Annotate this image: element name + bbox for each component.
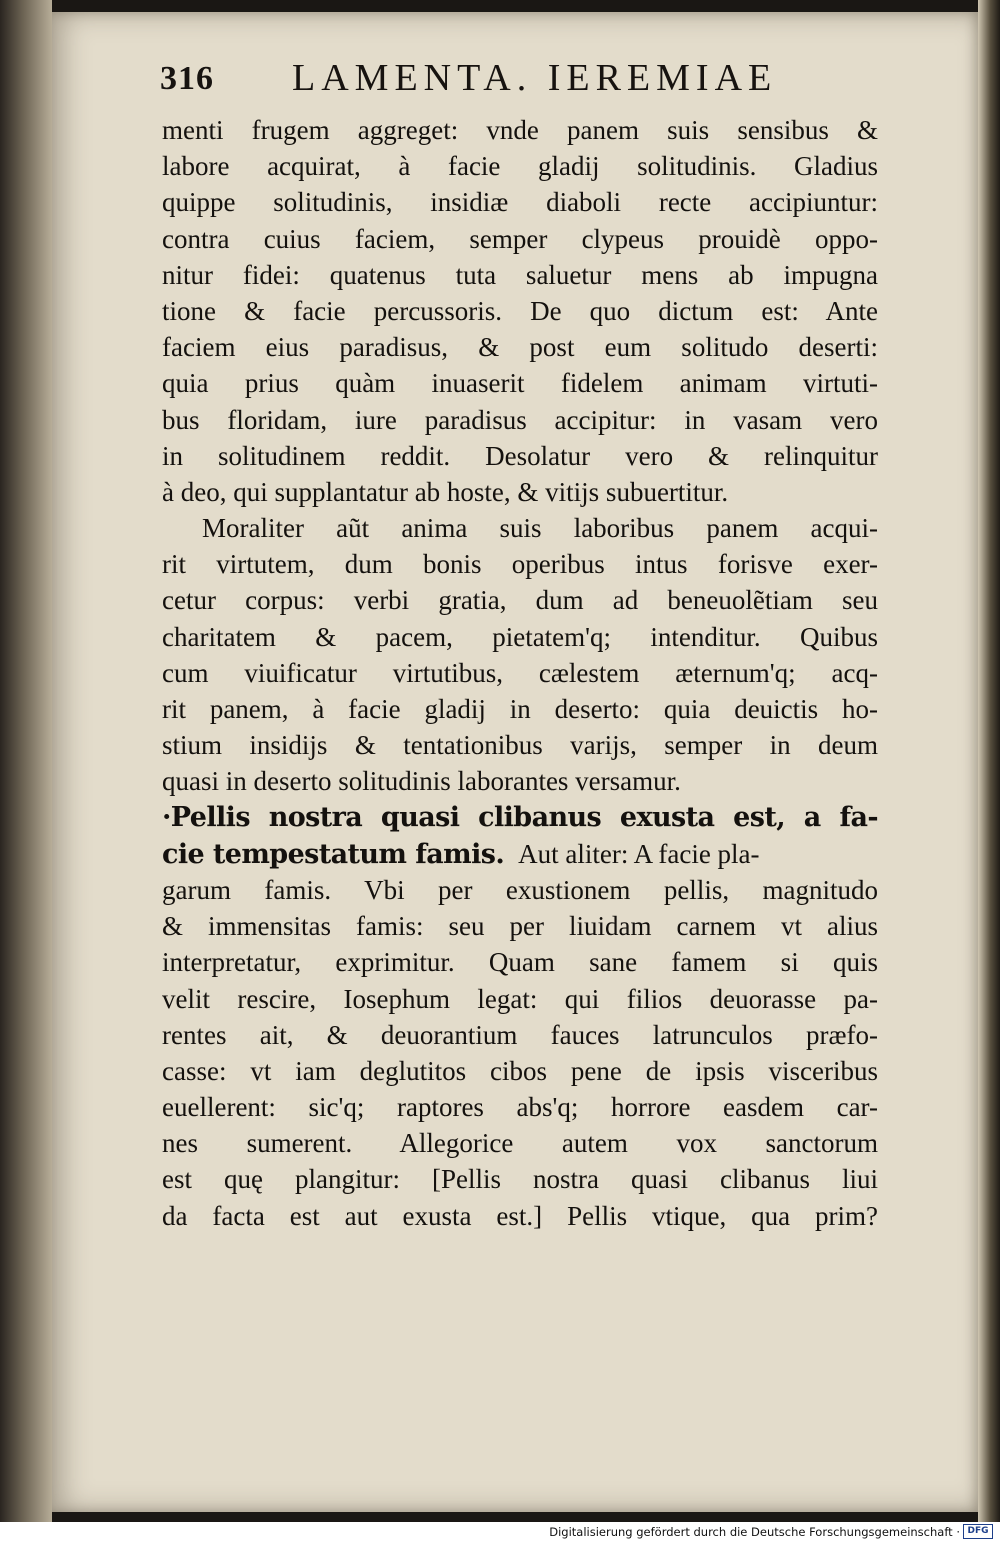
blackletter-segment: cie tempestatum famis. — [162, 838, 505, 870]
text-line: in solitudinem reddit. Desolatur vero & relinquitur — [162, 440, 878, 471]
text-line: interpretatur, exprimitur. Quam sane famem si quis — [162, 947, 878, 978]
text-line: garum famis. Vbi per exustionem pellis, magnitudo — [162, 874, 878, 905]
page-edge — [978, 0, 1000, 1522]
text-line: quia prius quàm inuaserit fidelem animam virtuti- — [162, 368, 878, 399]
running-title: LAMENTA. IEREMIAE — [292, 57, 778, 99]
text-line: est quę plangitur: [Pellis nostra quasi clibanus liui — [162, 1164, 878, 1195]
dfg-logo: DFG — [963, 1524, 993, 1539]
text-line: velit rescire, Iosephum legat: qui filios deuorasse pa- — [162, 983, 878, 1014]
text-line: charitatem & pacem, pietatem'q; intenditur. Quibus — [162, 621, 878, 652]
page-header — [160, 56, 840, 104]
text-line: & immensitas famis: seu per liuidam carnem vt alius — [162, 911, 878, 942]
text-line: Moraliter aũt anima suis laboribus panem acqui- — [202, 513, 878, 544]
footer-bar — [0, 1522, 1000, 1541]
text-line: cum viuificatur virtutibus, cælestem æternum'q; acq- — [162, 657, 878, 688]
text-line: menti frugem aggreget: vnde panem suis sensibus & — [162, 115, 878, 145]
text-line: tione & facie percussoris. De quo dictum est: Ante — [162, 295, 878, 326]
text-line: rit panem, à facie gladij in deserto: quia deuictis ho- — [162, 694, 878, 724]
text-line: cetur corpus: verbi gratia, dum ad beneuolẽtiam seu — [162, 585, 878, 616]
text-line: casse: vt iam deglutitos cibos pene de ipsis visceribus — [162, 1055, 878, 1086]
text-line: bus floridam, iure paradisus accipitur: in vasam vero — [162, 404, 878, 435]
book-spine — [0, 0, 52, 1522]
text-line — [162, 836, 878, 872]
text-line: ·Pellis nostra quasi clibanus exusta est, a fa- — [162, 801, 878, 833]
text-line: euellerent: sic'q; raptores abs'q; horrore easdem car- — [162, 1092, 878, 1123]
funding-credit: Digitalisierung gefördert durch die Deutsche Forschungsgemeinschaft · — [549, 1525, 960, 1539]
text-line: da facta est aut exusta est.] Pellis vtique, qua prim? — [162, 1200, 878, 1231]
text-line: quasi in deserto solitudinis laborantes versamur. — [162, 766, 681, 797]
text-line: rentes ait, & deuorantium fauces latrunculos præfo- — [162, 1019, 878, 1050]
text-line: faciem eius paradisus, & post eum solitudo deserti: — [162, 332, 878, 363]
text-line: stium insidijs & tentationibus varijs, semper in deum — [162, 730, 878, 761]
text-line: labore acquirat, à facie gladij solitudinis. Gladius — [162, 151, 878, 182]
roman-segment: Aut aliter: A facie pla- — [518, 838, 760, 869]
body-text — [162, 112, 878, 1234]
text-line: rit virtutem, dum bonis operibus intus forisve exer- — [162, 549, 878, 580]
text-line: contra cuius faciem, semper clypeus prouidè oppo- — [162, 223, 878, 254]
text-line: quippe solitudinis, insidiæ diaboli recte accipiuntur: — [162, 187, 878, 218]
text-line: à deo, qui supplantatur ab hoste, & vitijs subuertitur. — [162, 476, 729, 507]
text-line: nes sumerent. Allegorice autem vox sanctorum — [162, 1128, 878, 1159]
page-number: 316 — [160, 60, 214, 97]
text-line: nitur fidei: quatenus tuta saluetur mens ab impugna — [162, 259, 878, 290]
